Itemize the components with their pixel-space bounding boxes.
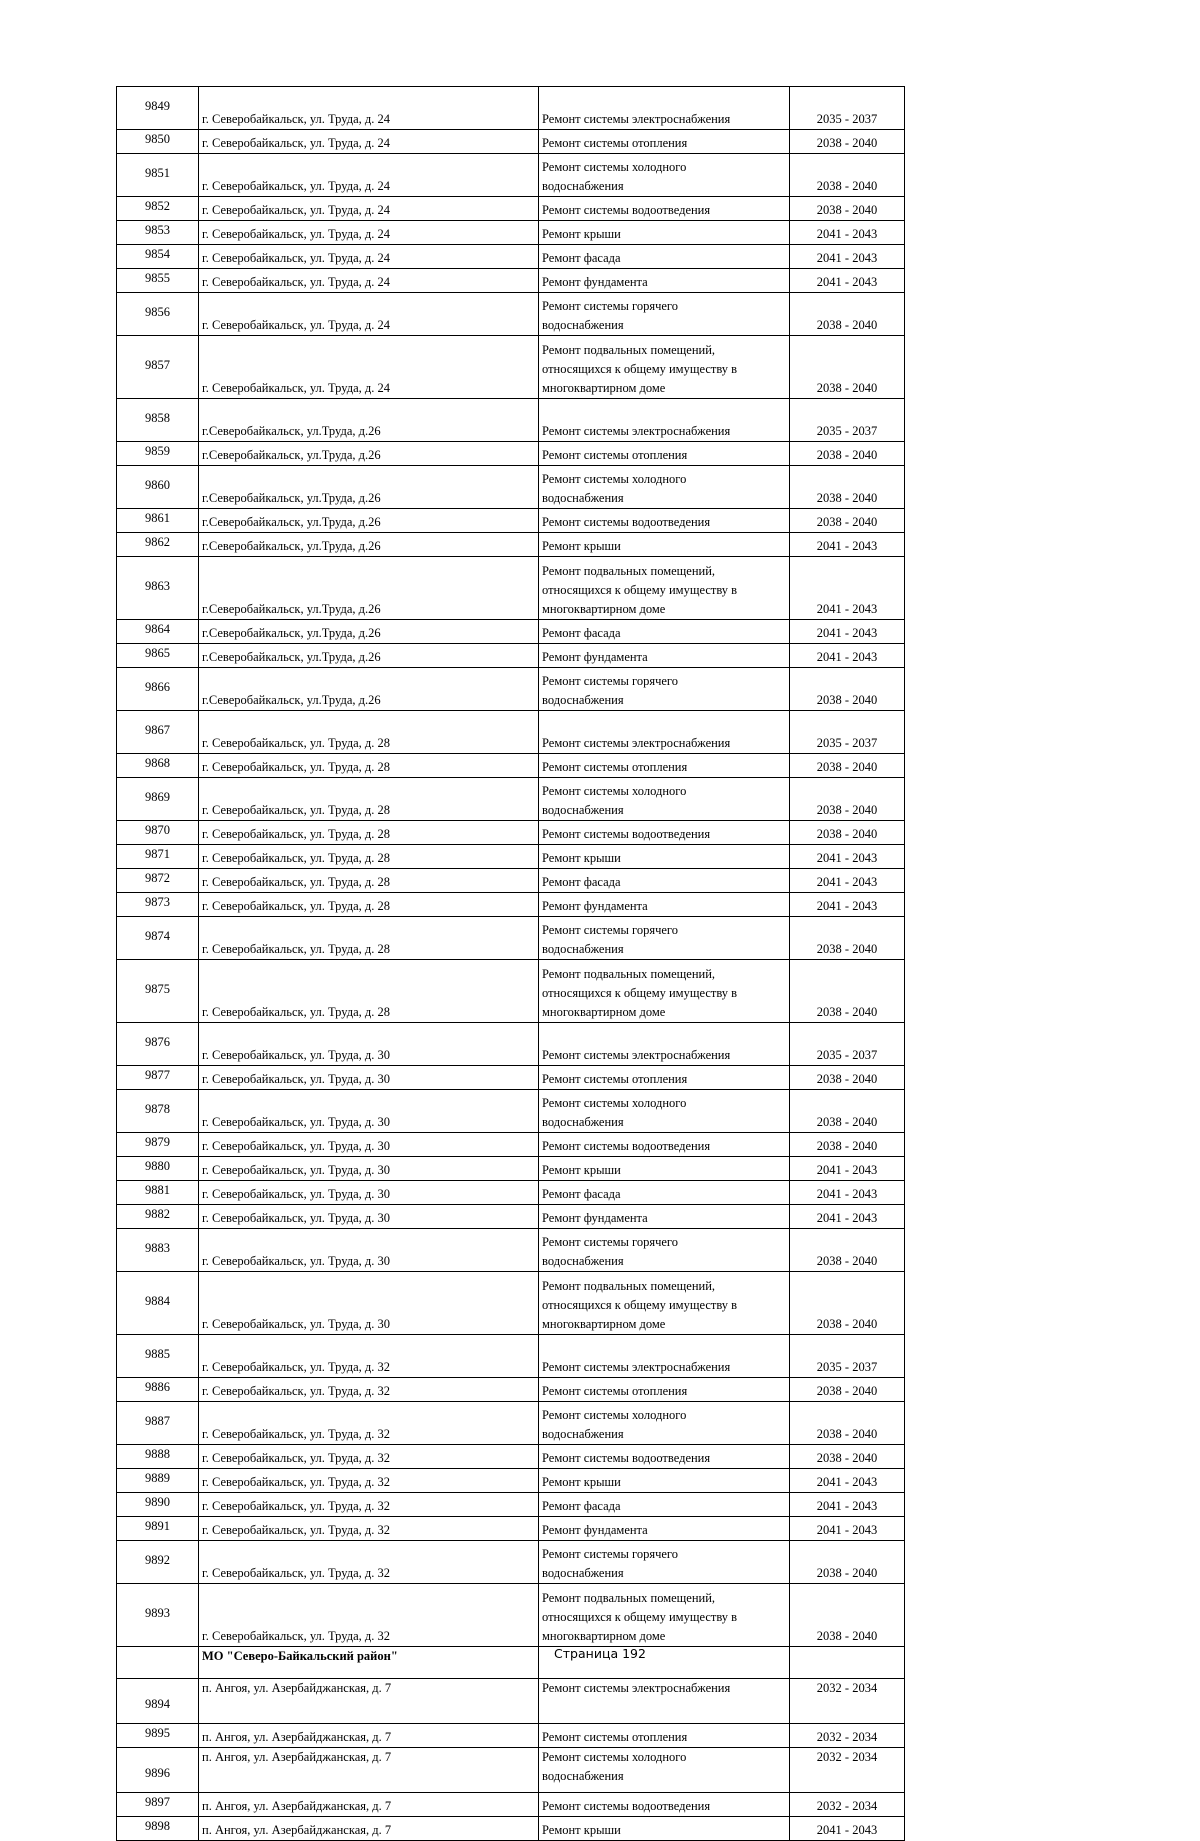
address-cell: г.Северобайкальск, ул.Труда, д.26 — [199, 557, 539, 620]
row-number-cell: 9895 — [117, 1724, 199, 1748]
row-number-cell: 9876 — [117, 1023, 199, 1066]
work-type-cell: Ремонт системы отопления — [539, 1378, 790, 1402]
table-row — [117, 1378, 905, 1402]
row-number-cell: 9853 — [117, 221, 199, 245]
table-row — [117, 1445, 905, 1469]
row-number-cell: 9866 — [117, 668, 199, 711]
work-type-cell: Ремонт подвальных помещений, относящихся к общему имуществу в многоквартирном доме — [539, 960, 790, 1023]
work-type-cell: Ремонт системы горячего водоснабжения — [539, 668, 790, 711]
work-type-cell: Ремонт крыши — [539, 1817, 790, 1841]
period-cell: 2041 - 2043 — [790, 557, 905, 620]
period-cell: 2041 - 2043 — [790, 893, 905, 917]
address-cell: г. Северобайкальск, ул. Труда, д. 30 — [199, 1090, 539, 1133]
page-number: Страница 192 — [554, 1646, 646, 1661]
row-number-cell: 9849 — [117, 87, 199, 130]
row-number-cell: 9889 — [117, 1469, 199, 1493]
row-number-cell: 9898 — [117, 1817, 199, 1841]
address-cell: г. Северобайкальск, ул. Труда, д. 32 — [199, 1584, 539, 1647]
row-number-cell: 9892 — [117, 1541, 199, 1584]
table-row — [117, 1229, 905, 1272]
work-type-cell: Ремонт системы холодного водоснабжения — [539, 1748, 790, 1793]
repair-schedule-table — [116, 86, 905, 1841]
work-type-cell: Ремонт системы электроснабжения — [539, 399, 790, 442]
row-number-cell: 9870 — [117, 821, 199, 845]
work-type-cell: Ремонт фасада — [539, 620, 790, 644]
address-cell: г. Северобайкальск, ул. Труда, д. 30 — [199, 1205, 539, 1229]
work-type-cell: Ремонт системы водоотведения — [539, 1445, 790, 1469]
address-cell: п. Ангоя, ул. Азербайджанская, д. 7 — [199, 1748, 539, 1793]
row-number-cell: 9856 — [117, 293, 199, 336]
row-number-cell: 9857 — [117, 336, 199, 399]
address-cell: г. Северобайкальск, ул. Труда, д. 32 — [199, 1541, 539, 1584]
table-row — [117, 154, 905, 197]
address-cell: г. Северобайкальск, ул. Труда, д. 32 — [199, 1378, 539, 1402]
row-number-cell: 9850 — [117, 130, 199, 154]
address-cell: г. Северобайкальск, ул. Труда, д. 28 — [199, 960, 539, 1023]
table-row — [117, 917, 905, 960]
table-row — [117, 269, 905, 293]
row-number-cell: 9896 — [117, 1748, 199, 1793]
period-cell: 2038 - 2040 — [790, 293, 905, 336]
row-number-cell: 9881 — [117, 1181, 199, 1205]
address-cell: г. Северобайкальск, ул. Труда, д. 28 — [199, 917, 539, 960]
row-number-cell: 9868 — [117, 754, 199, 778]
row-number-cell: 9867 — [117, 711, 199, 754]
table-row — [117, 557, 905, 620]
period-cell: 2038 - 2040 — [790, 1402, 905, 1445]
work-type-cell: Ремонт фундамента — [539, 644, 790, 668]
row-number-cell: 9877 — [117, 1066, 199, 1090]
address-cell: г. Северобайкальск, ул. Труда, д. 32 — [199, 1517, 539, 1541]
period-cell: 2038 - 2040 — [790, 1541, 905, 1584]
period-cell: 2041 - 2043 — [790, 1157, 905, 1181]
period-cell: 2041 - 2043 — [790, 845, 905, 869]
row-number-cell: 9883 — [117, 1229, 199, 1272]
address-cell: г.Северобайкальск, ул.Труда, д.26 — [199, 399, 539, 442]
period-cell: 2038 - 2040 — [790, 336, 905, 399]
period-cell: 2032 - 2034 — [790, 1793, 905, 1817]
period-cell: 2041 - 2043 — [790, 1181, 905, 1205]
work-type-cell: Ремонт системы горячего водоснабжения — [539, 917, 790, 960]
work-type-cell: Ремонт фасада — [539, 869, 790, 893]
period-cell: 2038 - 2040 — [790, 1272, 905, 1335]
address-cell: г. Северобайкальск, ул. Труда, д. 30 — [199, 1157, 539, 1181]
address-cell: г. Северобайкальск, ул. Труда, д. 30 — [199, 1181, 539, 1205]
table-row — [117, 620, 905, 644]
row-number-cell: 9874 — [117, 917, 199, 960]
table-row — [117, 442, 905, 466]
period-cell: 2038 - 2040 — [790, 1066, 905, 1090]
row-number-cell: 9884 — [117, 1272, 199, 1335]
row-number-cell: 9886 — [117, 1378, 199, 1402]
table-row — [117, 893, 905, 917]
table-row — [117, 221, 905, 245]
row-number-cell: 9865 — [117, 644, 199, 668]
table-row — [117, 960, 905, 1023]
period-cell: 2038 - 2040 — [790, 668, 905, 711]
row-number-cell: 9854 — [117, 245, 199, 269]
period-cell: 2038 - 2040 — [790, 1090, 905, 1133]
table-row — [117, 293, 905, 336]
row-number-cell: 9855 — [117, 269, 199, 293]
row-number-cell: 9869 — [117, 778, 199, 821]
work-type-cell: Ремонт крыши — [539, 1469, 790, 1493]
period-cell: 2041 - 2043 — [790, 221, 905, 245]
table-row — [117, 1541, 905, 1584]
row-number-cell: 9852 — [117, 197, 199, 221]
row-number-cell: 9860 — [117, 466, 199, 509]
table-row — [117, 130, 905, 154]
table-row — [117, 336, 905, 399]
address-cell: г.Северобайкальск, ул.Труда, д.26 — [199, 442, 539, 466]
address-cell: г. Северобайкальск, ул. Труда, д. 28 — [199, 711, 539, 754]
period-cell: 2041 - 2043 — [790, 1205, 905, 1229]
period-cell: 2032 - 2034 — [790, 1748, 905, 1793]
work-type-cell: Ремонт системы электроснабжения — [539, 1679, 790, 1724]
period-cell: 2041 - 2043 — [790, 1517, 905, 1541]
work-type-cell: Ремонт системы холодного водоснабжения — [539, 154, 790, 197]
period-cell: 2041 - 2043 — [790, 533, 905, 557]
period-cell: 2038 - 2040 — [790, 1229, 905, 1272]
address-cell: г. Северобайкальск, ул. Труда, д. 32 — [199, 1335, 539, 1378]
period-cell: 2038 - 2040 — [790, 821, 905, 845]
address-cell: г. Северобайкальск, ул. Труда, д. 28 — [199, 845, 539, 869]
period-cell: 2038 - 2040 — [790, 466, 905, 509]
period-cell: 2041 - 2043 — [790, 1493, 905, 1517]
address-cell: г.Северобайкальск, ул.Труда, д.26 — [199, 509, 539, 533]
row-number-cell: 9872 — [117, 869, 199, 893]
period-cell: 2038 - 2040 — [790, 130, 905, 154]
address-cell: г.Северобайкальск, ул.Труда, д.26 — [199, 668, 539, 711]
row-number-cell: 9880 — [117, 1157, 199, 1181]
work-type-cell: Ремонт подвальных помещений, относящихся к общему имуществу в многоквартирном доме — [539, 1584, 790, 1647]
table-body — [117, 87, 905, 1841]
work-type-cell: Ремонт системы горячего водоснабжения — [539, 1229, 790, 1272]
table-row — [117, 1066, 905, 1090]
period-cell: 2041 - 2043 — [790, 1817, 905, 1841]
address-cell: г. Северобайкальск, ул. Труда, д. 24 — [199, 221, 539, 245]
row-number-cell: 9894 — [117, 1679, 199, 1724]
work-type-cell: Ремонт системы электроснабжения — [539, 87, 790, 130]
work-type-cell: Ремонт системы электроснабжения — [539, 1335, 790, 1378]
work-type-cell: Ремонт крыши — [539, 1157, 790, 1181]
work-type-cell: Ремонт системы отопления — [539, 442, 790, 466]
address-cell: г. Северобайкальск, ул. Труда, д. 32 — [199, 1445, 539, 1469]
work-type-cell: Ремонт системы горячего водоснабжения — [539, 1541, 790, 1584]
period-cell: 2041 - 2043 — [790, 245, 905, 269]
table-row — [117, 869, 905, 893]
period-cell: 2038 - 2040 — [790, 1378, 905, 1402]
period-cell: 2038 - 2040 — [790, 1584, 905, 1647]
table-row — [117, 821, 905, 845]
table-row — [117, 87, 905, 130]
table-row — [117, 1272, 905, 1335]
address-cell: г. Северобайкальск, ул. Труда, д. 30 — [199, 1066, 539, 1090]
work-type-cell: Ремонт системы горячего водоснабжения — [539, 293, 790, 336]
row-number-cell: 9891 — [117, 1517, 199, 1541]
period-cell: 2038 - 2040 — [790, 917, 905, 960]
address-cell: п. Ангоя, ул. Азербайджанская, д. 7 — [199, 1793, 539, 1817]
address-cell: г.Северобайкальск, ул.Труда, д.26 — [199, 533, 539, 557]
period-cell: 2041 - 2043 — [790, 644, 905, 668]
table-row — [117, 466, 905, 509]
table-row — [117, 1679, 905, 1724]
row-number-cell: 9859 — [117, 442, 199, 466]
work-type-cell: Ремонт фасада — [539, 1181, 790, 1205]
table-row — [117, 1517, 905, 1541]
work-type-cell: Ремонт системы электроснабжения — [539, 711, 790, 754]
period-cell: 2041 - 2043 — [790, 869, 905, 893]
address-cell: г. Северобайкальск, ул. Труда, д. 30 — [199, 1023, 539, 1066]
table-row — [117, 644, 905, 668]
table-row — [117, 1133, 905, 1157]
address-cell: г. Северобайкальск, ул. Труда, д. 28 — [199, 754, 539, 778]
work-type-cell: Ремонт системы холодного водоснабжения — [539, 778, 790, 821]
period-cell: 2038 - 2040 — [790, 754, 905, 778]
address-cell: г.Северобайкальск, ул.Труда, д.26 — [199, 620, 539, 644]
table-row — [117, 1181, 905, 1205]
period-cell: 2038 - 2040 — [790, 1133, 905, 1157]
table-row — [117, 509, 905, 533]
row-number-cell: 9858 — [117, 399, 199, 442]
work-type-cell: Ремонт подвальных помещений, относящихся к общему имуществу в многоквартирном доме — [539, 336, 790, 399]
address-cell: г. Северобайкальск, ул. Труда, д. 24 — [199, 245, 539, 269]
work-type-cell: Ремонт системы водоотведения — [539, 1133, 790, 1157]
row-number-cell: 9893 — [117, 1584, 199, 1647]
work-type-cell: Ремонт системы отопления — [539, 754, 790, 778]
row-number-cell: 9871 — [117, 845, 199, 869]
row-number-cell: 9862 — [117, 533, 199, 557]
work-type-cell: Ремонт системы отопления — [539, 130, 790, 154]
period-cell: 2035 - 2037 — [790, 1023, 905, 1066]
table-row — [117, 1402, 905, 1445]
period-cell: 2035 - 2037 — [790, 87, 905, 130]
address-cell: г. Северобайкальск, ул. Труда, д. 24 — [199, 130, 539, 154]
table-row — [117, 1023, 905, 1066]
work-type-cell: Ремонт фундамента — [539, 1205, 790, 1229]
table-row — [117, 1157, 905, 1181]
address-cell: г. Северобайкальск, ул. Труда, д. 30 — [199, 1133, 539, 1157]
work-type-cell: Ремонт системы отопления — [539, 1724, 790, 1748]
period-cell: 2032 - 2034 — [790, 1679, 905, 1724]
period-cell: 2041 - 2043 — [790, 1469, 905, 1493]
row-number-cell: 9882 — [117, 1205, 199, 1229]
address-cell: г. Северобайкальск, ул. Труда, д. 24 — [199, 197, 539, 221]
work-type-cell: Ремонт фундамента — [539, 893, 790, 917]
period-cell: 2032 - 2034 — [790, 1724, 905, 1748]
table-row — [117, 1335, 905, 1378]
row-number-cell: 9873 — [117, 893, 199, 917]
table-row — [117, 245, 905, 269]
address-cell: п. Ангоя, ул. Азербайджанская, д. 7 — [199, 1817, 539, 1841]
work-type-cell: Ремонт фасада — [539, 245, 790, 269]
row-number-cell: 9890 — [117, 1493, 199, 1517]
section-label: МО "Северо-Байкальский район" — [199, 1647, 539, 1679]
row-number-cell: 9885 — [117, 1335, 199, 1378]
address-cell: г. Северобайкальск, ул. Труда, д. 28 — [199, 821, 539, 845]
row-number-cell: 9888 — [117, 1445, 199, 1469]
work-type-cell: Ремонт системы водоотведения — [539, 1793, 790, 1817]
address-cell: п. Ангоя, ул. Азербайджанская, д. 7 — [199, 1724, 539, 1748]
period-cell: 2038 - 2040 — [790, 778, 905, 821]
period-cell: 2038 - 2040 — [790, 509, 905, 533]
row-number-cell: 9887 — [117, 1402, 199, 1445]
row-number-cell: 9879 — [117, 1133, 199, 1157]
address-cell: г. Северобайкальск, ул. Труда, д. 24 — [199, 336, 539, 399]
table-row — [117, 778, 905, 821]
table-row — [117, 1748, 905, 1793]
address-cell: г. Северобайкальск, ул. Труда, д. 28 — [199, 869, 539, 893]
table-row — [117, 1205, 905, 1229]
table-row — [117, 711, 905, 754]
work-type-cell: Ремонт крыши — [539, 221, 790, 245]
row-number-cell: 9851 — [117, 154, 199, 197]
table-row — [117, 754, 905, 778]
address-cell: г. Северобайкальск, ул. Труда, д. 32 — [199, 1469, 539, 1493]
row-number-cell: 9863 — [117, 557, 199, 620]
address-cell: г. Северобайкальск, ул. Труда, д. 24 — [199, 269, 539, 293]
period-cell: 2038 - 2040 — [790, 1445, 905, 1469]
address-cell: п. Ангоя, ул. Азербайджанская, д. 7 — [199, 1679, 539, 1724]
row-number-cell: 9897 — [117, 1793, 199, 1817]
period-cell: 2038 - 2040 — [790, 154, 905, 197]
address-cell: г.Северобайкальск, ул.Труда, д.26 — [199, 466, 539, 509]
table-row — [117, 668, 905, 711]
table-row — [117, 1469, 905, 1493]
work-type-cell: Ремонт системы водоотведения — [539, 509, 790, 533]
table-row — [117, 1793, 905, 1817]
address-cell: г. Северобайкальск, ул. Труда, д. 24 — [199, 293, 539, 336]
period-cell: 2038 - 2040 — [790, 197, 905, 221]
period-cell: 2041 - 2043 — [790, 620, 905, 644]
table-row — [117, 1090, 905, 1133]
address-cell: г. Северобайкальск, ул. Труда, д. 32 — [199, 1493, 539, 1517]
work-type-cell: Ремонт подвальных помещений, относящихся к общему имуществу в многоквартирном доме — [539, 1272, 790, 1335]
work-type-cell: Ремонт системы отопления — [539, 1066, 790, 1090]
row-number-cell: 9875 — [117, 960, 199, 1023]
address-cell: г. Северобайкальск, ул. Труда, д. 28 — [199, 778, 539, 821]
table-row — [117, 1584, 905, 1647]
address-cell: г. Северобайкальск, ул. Труда, д. 24 — [199, 87, 539, 130]
work-type-cell: Ремонт фундамента — [539, 269, 790, 293]
period-cell: 2038 - 2040 — [790, 960, 905, 1023]
period-cell: 2035 - 2037 — [790, 399, 905, 442]
work-type-cell: Ремонт системы водоотведения — [539, 197, 790, 221]
period-cell: 2035 - 2037 — [790, 711, 905, 754]
table-row — [117, 533, 905, 557]
work-type-cell: Ремонт системы холодного водоснабжения — [539, 1402, 790, 1445]
address-cell: г. Северобайкальск, ул. Труда, д. 30 — [199, 1229, 539, 1272]
row-number-cell: 9864 — [117, 620, 199, 644]
address-cell: г. Северобайкальск, ул. Труда, д. 32 — [199, 1402, 539, 1445]
table-row — [117, 1724, 905, 1748]
work-type-cell: Ремонт системы электроснабжения — [539, 1023, 790, 1066]
period-cell: 2038 - 2040 — [790, 442, 905, 466]
row-number-cell: 9861 — [117, 509, 199, 533]
work-type-cell: Ремонт системы холодного водоснабжения — [539, 1090, 790, 1133]
table-row — [117, 197, 905, 221]
table-row — [117, 845, 905, 869]
address-cell: г. Северобайкальск, ул. Труда, д. 30 — [199, 1272, 539, 1335]
row-number-cell: 9878 — [117, 1090, 199, 1133]
period-cell: 2035 - 2037 — [790, 1335, 905, 1378]
work-type-cell: Ремонт фасада — [539, 1493, 790, 1517]
work-type-cell: Ремонт подвальных помещений, относящихся к общему имуществу в многоквартирном доме — [539, 557, 790, 620]
work-type-cell: Ремонт крыши — [539, 845, 790, 869]
address-cell: г.Северобайкальск, ул.Труда, д.26 — [199, 644, 539, 668]
period-cell: 2041 - 2043 — [790, 269, 905, 293]
work-type-cell: Ремонт системы водоотведения — [539, 821, 790, 845]
work-type-cell: Ремонт крыши — [539, 533, 790, 557]
address-cell: г. Северобайкальск, ул. Труда, д. 24 — [199, 154, 539, 197]
table-row — [117, 1817, 905, 1841]
work-type-cell: Ремонт фундамента — [539, 1517, 790, 1541]
table-row — [117, 399, 905, 442]
work-type-cell: Ремонт системы холодного водоснабжения — [539, 466, 790, 509]
address-cell: г. Северобайкальск, ул. Труда, д. 28 — [199, 893, 539, 917]
table-row — [117, 1493, 905, 1517]
